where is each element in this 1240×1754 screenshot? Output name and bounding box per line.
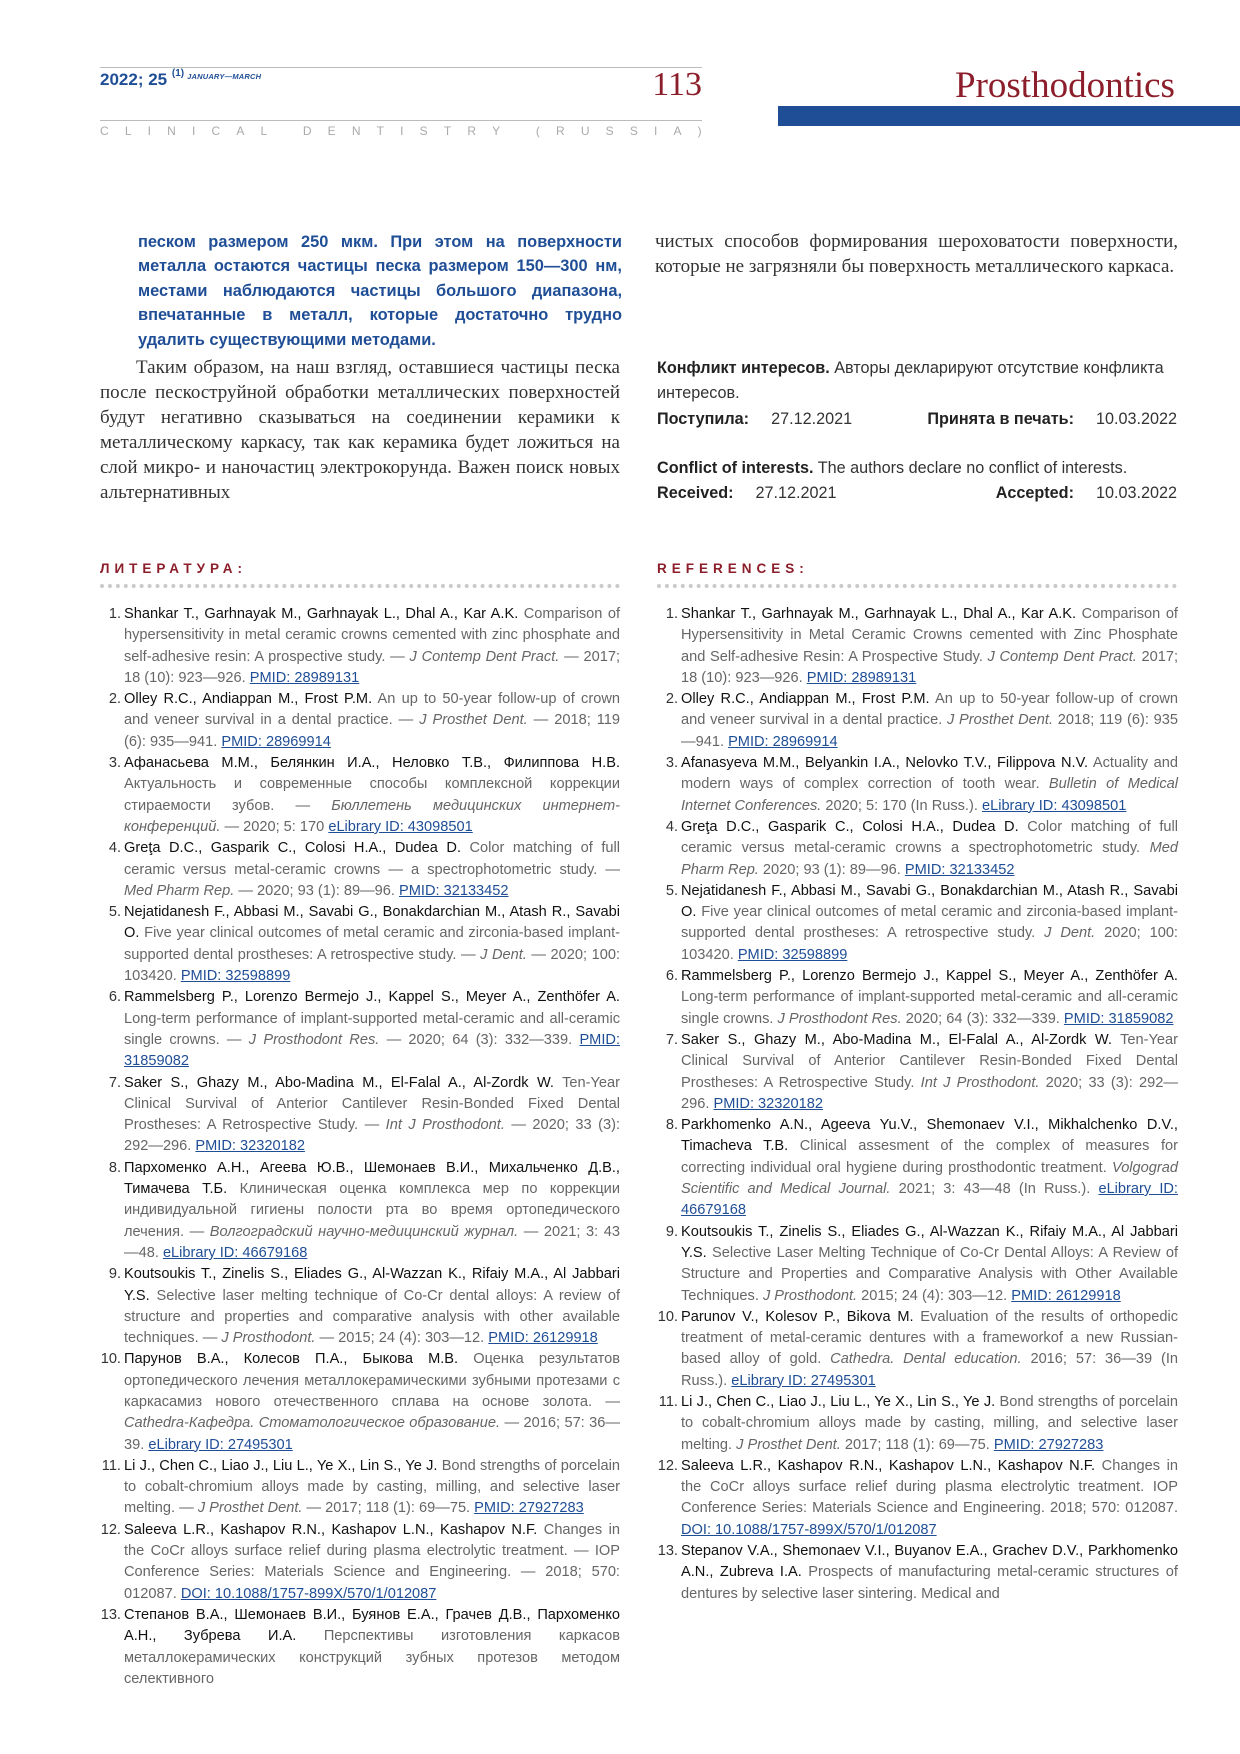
reference-authors: Parunov V., Kolesov P., Bikova M. — [681, 1308, 914, 1325]
reference-details: 2020; 100: 103420. — [681, 925, 1178, 963]
reference-link[interactable]: PMID: 27927283 — [474, 1500, 584, 1517]
body-paragraph-left: Таким образом, на наш взгляд, оставшиеся частицы песка после пескоструйной обработки металлических поверхностей будут негативно сказываться на соединении керамики к металлическому каркасу, так как керамика будет ложиться на слой микро- и наночастиц электрокорунда. Важен поиск новых альтернативных — [100, 357, 620, 503]
reference-item — [656, 1456, 1178, 1541]
reference-details: — 2018; 119 (6): 935—941. — [124, 712, 621, 750]
conflict-ru-text: Авторы декларируют отсутствие конфликта интересов. — [657, 359, 1164, 402]
section-title: Prosthodontics — [955, 65, 1175, 106]
reference-link[interactable]: PMID: 28989131 — [249, 669, 360, 686]
reference-item — [656, 1392, 1178, 1456]
reference-number: 2. — [108, 691, 121, 708]
reference-link[interactable]: PMID: 28989131 — [806, 669, 917, 686]
reference-details: — 2020; 93 (1): 89—96. — [234, 882, 399, 899]
reference-link[interactable]: PMID: 32133452 — [904, 861, 1015, 878]
journal-name — [100, 124, 702, 138]
reference-number: 12. — [657, 1457, 678, 1474]
reference-title: Long-term performance of implant-supported metal-ceramic and all-ceramic single crowns. — [681, 989, 1178, 1027]
journal-letter: T — [443, 124, 452, 138]
reference-number: 9. — [665, 1223, 678, 1240]
reference-journal: Бюллетень медицинских интернет-конференций. — [124, 797, 620, 835]
reference-number: 4. — [665, 818, 678, 835]
reference-authors: Saleeva L.R., Kashapov R.N., Kashapov L.N., Kashapov N.F. — [681, 1457, 1096, 1474]
reference-journal: J Prosthet Dent. — [947, 712, 1054, 729]
reference-details: 2017; 118 (1): 69—75. — [840, 1436, 994, 1453]
journal-letter: I — [147, 124, 152, 138]
reference-link[interactable]: PMID: 31859082 — [1063, 1010, 1174, 1027]
accepted-ru-date: 10.03.2022 — [1095, 410, 1177, 428]
reference-link[interactable]: PMID: 32133452 — [399, 882, 509, 899]
reference-title: Changes in the CoCr alloys surface relief during plasma electrolytic treatment. IOP Conference Series: Materials Science and Engineering. 2018; 570: 012087. — [681, 1457, 1178, 1517]
journal-letter: A — [236, 124, 245, 138]
reference-journal: J Dent. — [1044, 925, 1096, 942]
reference-number: 2. — [665, 691, 678, 708]
reference-item — [99, 1520, 620, 1605]
received-ru-label: Поступила: — [657, 410, 750, 428]
reference-title: Bond strengths of porcelain to cobalt-chromium alloys made by casting, milling, and selective laser melting. — — [124, 1457, 620, 1517]
dates-ru — [657, 407, 1177, 432]
reference-number: 6. — [108, 989, 121, 1006]
reference-item — [99, 689, 620, 753]
reference-details: — 2020; 100: 103420. — [124, 946, 621, 985]
reference-authors: Степанов В.А., Шемонаев В.И., Буянов Е.А., Грачев Д.В., Пархоменко А.Н., Зубрева И.А. — [124, 1606, 620, 1645]
reference-title: Changes in the CoCr alloys surface relief during plasma electrolytic treatment. — IOP Conference Series: Materials Science and Engineering. — 2018; 570: 012087. — [124, 1521, 620, 1602]
reference-link[interactable]: PMID: 32320182 — [713, 1095, 823, 1112]
reference-item — [656, 1541, 1178, 1605]
reference-title: Актуальность и современные способы комплексной коррекции стираемости зубов. — — [124, 776, 620, 814]
received-en — [657, 481, 837, 506]
reference-authors: Nejatidanesh F., Abbasi M., Savabi G., Bonakdarchian M., Atash R., Savabi O. — [681, 882, 1178, 921]
reference-number: 10. — [657, 1308, 678, 1325]
reference-title: Clinical assesment of the complex of measures for correcting individual oral hygiene during prosthodontic treatment. — [681, 1138, 1178, 1176]
reference-number: 5. — [665, 882, 678, 899]
reference-title: Color matching of full ceramic versus metal-ceramic crowns — a spectrophotometric study. — — [124, 840, 620, 878]
journal-letter: E — [327, 124, 336, 138]
reference-item — [656, 753, 1178, 817]
reference-journal: Cathedra-Кафедра. Стоматологическое образование. — [124, 1415, 501, 1432]
reference-item — [656, 966, 1178, 1030]
journal-letter: C — [100, 124, 109, 138]
reference-link[interactable]: eLibrary ID: 46679168 — [162, 1244, 308, 1261]
reference-link[interactable]: PMID: 32598899 — [737, 946, 848, 963]
journal-letter — [516, 124, 519, 138]
journal-letter: N — [351, 124, 361, 138]
reference-link[interactable]: PMID: 26129918 — [488, 1330, 598, 1347]
reference-number: 13. — [100, 1606, 121, 1623]
accepted-ru-label: Принята в печать: — [927, 410, 1074, 428]
reference-link[interactable]: eLibrary ID: 43098501 — [328, 818, 473, 835]
reference-item — [99, 987, 620, 1072]
journal-letter: ( — [535, 124, 540, 138]
reference-authors: Greţa D.C., Gasparik C., Colosi H.A., Dudea D. — [681, 818, 1019, 835]
reference-link[interactable]: eLibrary ID: 27495301 — [148, 1436, 293, 1453]
reference-title: Prospects of manufacturing metal-ceramic structures of dentures by selective laser sintering. Medical and — [681, 1564, 1178, 1602]
journal-letter: S — [629, 124, 638, 138]
literature-divider — [100, 584, 620, 588]
header-mid-rule — [100, 120, 702, 121]
reference-number: 3. — [108, 755, 121, 772]
reference-item — [99, 902, 620, 987]
journal-letter: S — [419, 124, 428, 138]
reference-title: Comparison of hypersensitivity in metal ceramic crowns cemented with zinc phosphate and self-adhesive resin: A prospective study. — — [124, 606, 620, 665]
reference-title: An up to 50-year follow-up of crown and veneer survival in a dental practice. — [681, 691, 1178, 729]
reference-title: Ten-Year Clinical Survival of Anterior Cantilever Resin-Bonded Fixed Dental Prostheses: A Retrospective Study. — [681, 1031, 1178, 1091]
journal-letter — [283, 124, 286, 138]
journal-letter: R — [467, 124, 477, 138]
reference-item — [656, 1307, 1178, 1392]
journal-letter: D — [302, 124, 312, 138]
reference-title: Actuality and modern ways of complex correction of tooth wear. — [681, 755, 1178, 793]
reference-number: 4. — [108, 840, 121, 857]
reference-number: 1. — [665, 606, 678, 622]
reference-authors: Afanasyeva M.M., Belyankin I.A., Nelovko T.V., Filippova N.V. — [681, 755, 1089, 772]
reference-journal: Int J Prosthodont. — [920, 1074, 1040, 1091]
reference-details: 2020; 93 (1): 89—96. — [758, 861, 905, 878]
reference-link[interactable]: PMID: 32598899 — [180, 968, 291, 985]
reference-title: Selective laser melting technique of Co-Cr dental alloys: A review of structure and properties and comparative analysis with other available techniques. — — [124, 1287, 620, 1347]
accepted-ru — [927, 407, 1177, 432]
conflict-en-text: The authors declare no conflict of interests. — [817, 459, 1128, 477]
accepted-en — [996, 481, 1177, 506]
reference-link[interactable]: eLibrary ID: 43098501 — [981, 797, 1127, 814]
journal-letter: R — [556, 124, 565, 138]
conflict-of-interest-ru — [657, 356, 1177, 406]
reference-authors: Парунов В.А., Колесов П.А., Быкова М.В. — [124, 1351, 459, 1368]
reference-link[interactable]: PMID: 28969914 — [728, 733, 838, 750]
reference-item — [656, 1222, 1178, 1307]
reference-item — [656, 689, 1178, 753]
reference-authors: Koutsoukis T., Zinelis S., Eliades G., Al-Wazzan K., Rifaiy M.A., Al Jabbari Y.S. — [124, 1266, 620, 1304]
reference-link[interactable]: eLibrary ID: 27495301 — [731, 1372, 876, 1389]
journal-letter: N — [167, 124, 176, 138]
reference-details: 2021; 3: 43—48 (In Russ.). — [890, 1181, 1099, 1198]
reference-journal: J Prosthet Dent. — [197, 1500, 303, 1517]
reference-journal: Bulletin of Medical Internet Conferences. — [681, 776, 1178, 814]
journal-letter: S — [605, 124, 614, 138]
reference-link[interactable]: PMID: 27927283 — [993, 1436, 1104, 1453]
reference-title: Оценка результатов ортопедического лечения металлокерамическими зубными протезами с каркасамиз нового отечественного сплава на основе золота. — — [124, 1351, 620, 1410]
reference-details: — 2017; 118 (1): 69—75. — [302, 1500, 475, 1517]
reference-title: An up to 50-year follow-up of crown and veneer survival in a dental practice. — — [124, 691, 620, 729]
journal-letter: I — [400, 124, 404, 138]
section-bar — [778, 106, 1240, 126]
reference-number: 11. — [658, 1393, 678, 1410]
reference-title: Перспективы изготовления каркасов металлокерамических конструкций зубных протезов методом селективного — [124, 1628, 620, 1687]
reference-number: 5. — [108, 904, 121, 921]
reference-title: Five year clinical outcomes of metal ceramic and zirconia-based implant-supported dental prostheses: A retrospective study. — [681, 904, 1178, 942]
journal-letter: Y — [492, 124, 501, 138]
reference-item — [656, 1115, 1178, 1221]
journal-letter: ) — [697, 124, 702, 138]
journal-letter: I — [192, 124, 196, 138]
highlighted-conclusion: песком размером 250 мкм. При этом на поверхности металла остаются частицы песка размером 150—300 нм, местами наблюдаются частицы большого диапазона, впечатанные в металл, которые достаточно трудно удалить существующими методами. — [138, 233, 622, 349]
reference-item — [99, 1456, 620, 1520]
reference-title: Selective Laser Melting Technique of Co-Cr Dental Alloys: A Review of Structure and Properties and Comparative Analysis with Other Available Techniques. — [681, 1244, 1178, 1304]
reference-journal: J Prosthodont. — [221, 1330, 316, 1347]
conflict-en-label: Conflict of interests. — [657, 459, 814, 477]
issue-label — [100, 70, 261, 90]
reference-item — [99, 1158, 620, 1264]
reference-authors: Li J., Chen C., Liao J., Liu L., Ye X., Lin S., Ye J. — [124, 1457, 438, 1474]
reference-authors: Nejatidanesh F., Abbasi M., Savabi G., Bonakdarchian M., Atash R., Savabi O. — [124, 904, 620, 942]
reference-number: 7. — [665, 1031, 678, 1048]
reference-item — [656, 1030, 1178, 1115]
reference-details: 2015; 24 (4): 303—12. — [857, 1287, 1012, 1304]
reference-title: Five year clinical outcomes of metal ceramic and zirconia-based implant-supported dental prostheses: A retrospective study. — — [124, 925, 620, 963]
reference-authors: Koutsoukis T., Zinelis S., Eliades G., Al-Wazzan K., Rifaiy M.A., Al Jabbari Y.S. — [681, 1223, 1178, 1261]
reference-item — [656, 881, 1178, 966]
reference-number: 6. — [665, 968, 678, 985]
received-en-label: Received: — [657, 484, 734, 502]
literature-list — [99, 604, 620, 1690]
reference-journal: Волгоградский научно-медицинский журнал. — [209, 1223, 519, 1240]
reference-item — [99, 604, 620, 689]
reference-link[interactable]: DOI: 10.1088/1757-899X/570/1/012087 — [180, 1585, 437, 1602]
reference-item — [656, 604, 1178, 689]
reference-number: 12. — [100, 1521, 121, 1538]
reference-details: — 2020; 33 (3): 292—296. — [124, 1117, 620, 1155]
reference-link[interactable]: eLibrary ID: 46679168 — [681, 1181, 1178, 1219]
reference-link[interactable]: PMID: 31859082 — [124, 1031, 620, 1070]
accepted-en-date: 10.03.2022 — [1095, 484, 1177, 502]
reference-details: — 2015; 24 (4): 303—12. — [315, 1330, 489, 1347]
reference-authors: Saker S., Ghazy M., Abo-Madina M., El-Falal A., Al-Zordk W. — [681, 1031, 1112, 1048]
reference-authors: Пархоменко А.Н., Агеева Ю.В., Шемонаев В.И., Михальченко Д.В., Тимачева Т.Б. — [124, 1159, 620, 1198]
reference-journal: J Prosthet Dent. — [736, 1436, 841, 1453]
page-number: 113 — [652, 66, 702, 103]
reference-authors: Афанасьева М.М., Белянкин И.А., Неловко Т.В., Филиппова Н.В. — [124, 755, 620, 772]
reference-details: 2016; 57: 36—39 (In Russ.). — [681, 1351, 1179, 1389]
reference-details: 2020; 64 (3): 332—339. — [901, 1010, 1064, 1027]
issue-number: (1) — [171, 68, 185, 79]
reference-authors: Rammelsberg P., Lorenzo Bermejo J., Kappel S., Meyer A., Zenthöfer A. — [681, 968, 1178, 985]
reference-link[interactable]: DOI: 10.1088/1757-899X/570/1/012087 — [681, 1521, 937, 1538]
reference-link[interactable]: PMID: 26129918 — [1011, 1287, 1121, 1304]
reference-title: Клиническая оценка комплекса мер по коррекции индивидуальной гигиены полости рта во время ортопедического лечения. — — [124, 1181, 620, 1240]
issue-months: JANUARY—MARCH — [187, 72, 262, 81]
references-divider — [657, 584, 1177, 588]
reference-title: Ten-Year Clinical Survival of Anterior Cantilever Resin-Bonded Fixed Dental Prostheses: A Retrospective Study. — — [124, 1074, 620, 1134]
reference-authors: Saleeva L.R., Kashapov R.N., Kashapov L.N., Kashapov N.F. — [124, 1521, 538, 1538]
reference-journal: Med Pharm Rep. — [681, 840, 1178, 878]
reference-title: Long-term performance of implant-supported metal-ceramic and all-ceramic single crowns. — — [124, 1010, 620, 1048]
reference-authors: Li J., Chen C., Liao J., Liu L., Ye X., Lin S., Ye J. — [681, 1393, 996, 1410]
accepted-en-label: Accepted: — [995, 484, 1074, 502]
reference-item — [656, 817, 1178, 881]
reference-item — [99, 1605, 620, 1690]
reference-authors: Saker S., Ghazy M., Abo-Madina M., El-Falal A., Al-Zordk W. — [124, 1074, 554, 1091]
reference-authors: Rammelsberg P., Lorenzo Bermejo J., Kappel S., Meyer A., Zenthöfer A. — [124, 989, 620, 1006]
reference-details: 2020; 5: 170 (In Russ.). — [821, 797, 982, 814]
reference-authors: Stepanov V.A., Shemonaev V.I., Buyanov E.A., Grachev D.V., Parkhomenko A.N., Zubreva I.A. — [681, 1543, 1178, 1581]
reference-item — [99, 1264, 620, 1349]
received-ru-date: 27.12.2021 — [771, 410, 853, 428]
journal-letter: L — [260, 124, 268, 138]
year-volume: 2022; 25 — [100, 70, 168, 89]
body-paragraph-right: чистых способов формирования шероховатости поверхности, которые не загрязняли бы поверхность металлического каркаса. — [655, 231, 1178, 277]
reference-journal: Volgograd Scientific and Medical Journal. — [681, 1159, 1178, 1198]
reference-number: 7. — [108, 1074, 121, 1091]
reference-journal: J Contemp Dent Pract. — [409, 648, 560, 665]
reference-item — [99, 1349, 620, 1455]
reference-item — [99, 1073, 620, 1158]
reference-journal: J Prosthodont Res. — [248, 1031, 380, 1048]
reference-number: 1. — [108, 606, 121, 622]
reference-journal: J Prosthodont Res. — [777, 1010, 902, 1027]
reference-authors: Greţa D.C., Gasparik C., Colosi H.A., Dudea D. — [124, 840, 461, 857]
reference-number: 11. — [101, 1457, 121, 1474]
reference-journal: J Prosthodont. — [762, 1287, 858, 1304]
reference-link[interactable]: PMID: 28969914 — [221, 733, 331, 750]
reference-details: — 2017; 18 (10): 923—926. — [124, 648, 620, 686]
reference-details: — 2020; 64 (3): 332—339. — [379, 1031, 580, 1048]
conflict-of-interest-en — [657, 456, 1177, 481]
reference-item — [99, 753, 620, 838]
dates-en — [657, 481, 1177, 506]
reference-details: 2017; 18 (10): 923—926. — [681, 648, 1178, 686]
reference-title: Bond strengths of porcelain to cobalt-chromium alloys made by casting, milling, and selective laser melting. — [681, 1393, 1178, 1453]
reference-authors: Olley R.C., Andiappan M., Frost P.M. — [681, 691, 930, 708]
reference-authors: Olley R.C., Andiappan M., Frost P.M. — [124, 691, 373, 708]
reference-details: — 2016; 57: 36—39. — [124, 1415, 621, 1453]
journal-letter: I — [654, 124, 658, 138]
reference-journal: J Contemp Dent Pract. — [987, 648, 1137, 665]
reference-authors: Parkhomenko A.N., Ageeva Yu.V., Shemonaev V.I., Mikhalchenko D.V., Timacheva T.B. — [681, 1117, 1178, 1155]
reference-title: Comparison of Hypersensitivity in Metal Ceramic Crowns cemented with Zinc Phosphate and Self-adhesive Resin: A Prospective Study. — [681, 606, 1178, 665]
reference-details: 2020; 33 (3): 292—296. — [681, 1074, 1178, 1112]
reference-details: — 2020; 5: 170 — [220, 818, 329, 835]
journal-letter: C — [211, 124, 221, 138]
reference-authors: Shankar T., Garhnayak M., Garhnayak L., Dhal A., Kar A.K. — [124, 606, 519, 622]
references-list — [656, 604, 1178, 1605]
reference-details: 2018; 119 (6): 935—941. — [681, 712, 1178, 750]
reference-number: 13. — [657, 1543, 678, 1560]
reference-number: 10. — [100, 1351, 121, 1368]
references-heading: REFERENCES: — [657, 561, 809, 576]
conflict-ru-label: Конфликт интересов. — [657, 359, 830, 377]
received-ru — [657, 407, 852, 432]
reference-journal: Med Pharm Rep. — [124, 882, 235, 899]
journal-letter: T — [376, 124, 385, 138]
reference-number: 8. — [665, 1117, 678, 1134]
journal-letter: A — [673, 124, 682, 138]
received-en-date: 27.12.2021 — [755, 484, 837, 502]
reference-details: — 2021; 3: 43—48. — [124, 1223, 620, 1261]
literature-heading: ЛИТЕРАТУРА: — [100, 561, 248, 576]
reference-link[interactable]: PMID: 32320182 — [195, 1138, 305, 1155]
reference-authors: Shankar T., Garhnayak M., Garhnayak L., Dhal A., Kar A.K. — [681, 606, 1077, 622]
reference-journal: Cathedra. Dental education. — [830, 1351, 1022, 1368]
reference-number: 9. — [108, 1266, 121, 1283]
header-top-rule — [100, 67, 702, 68]
reference-number: 8. — [108, 1159, 121, 1176]
journal-letter: U — [580, 124, 590, 138]
reference-journal: Int J Prosthodont. — [385, 1117, 505, 1134]
journal-letter: L — [124, 124, 132, 138]
reference-journal: J Dent. — [480, 946, 527, 963]
reference-item — [99, 838, 620, 902]
reference-journal: J Prosthet Dent. — [419, 712, 528, 729]
reference-title: Color matching of full ceramic versus metal-ceramic crowns a spectrophotometric study. — [681, 818, 1178, 857]
reference-number: 3. — [665, 755, 678, 772]
reference-title: Evaluation of the results of orthopedic treatment of metal-ceramic dentures with a frameworkof a new Russian-based alloy of gold. — [681, 1308, 1179, 1368]
